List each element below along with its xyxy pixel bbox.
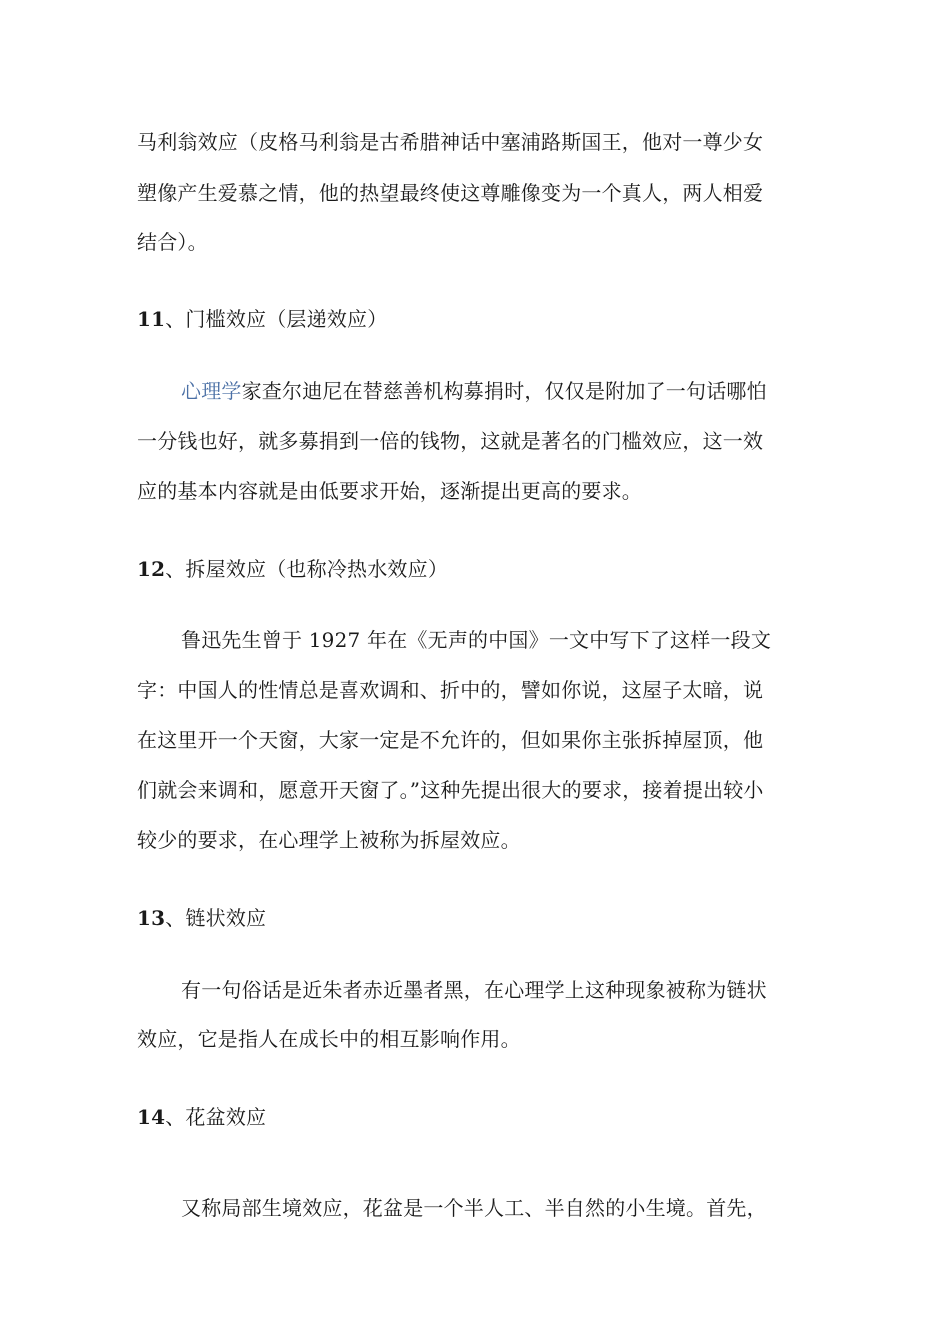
paragraph-line: 马利翁效应（皮格马利翁是古希腊神话中塞浦路斯国王，他对一尊少女 (137, 130, 764, 154)
paragraph-line (181, 378, 861, 404)
section-number: 14 (137, 1105, 166, 1129)
psychology-link[interactable]: 心理学 (181, 379, 242, 403)
paragraph-line: 应的基本内容就是由低要求开始，逐渐提出更高的要求。 (137, 479, 642, 503)
section-title: 、门槛效应（层递效应） (165, 307, 388, 331)
paragraph-line: 结合）。 (137, 230, 208, 254)
paragraph-line: 效应，它是指人在成长中的相互影响作用。 (137, 1027, 521, 1051)
section-title: 、花盆效应 (165, 1105, 267, 1129)
section-heading-11 (137, 306, 817, 332)
section-title: 、链状效应 (165, 906, 267, 930)
paragraph-text: 家查尔迪尼在替慈善机构募捐时，仅仅是附加了一句话哪怕 (241, 379, 767, 403)
paragraph-line: 有一句俗话是近朱者赤近墨者黑，在心理学上这种现象被称为链状 (181, 978, 767, 1002)
section-title: 、拆屋效应（也称冷热水效应） (165, 557, 449, 581)
section-heading-14 (137, 1104, 817, 1130)
paragraph-line: 鲁迅先生曾于 1927 年在《无声的中国》一文中写下了这样一段文 (181, 628, 772, 652)
paragraph-line: 较少的要求，在心理学上被称为拆屋效应。 (137, 828, 521, 852)
paragraph-line: 又称局部生境效应，花盆是一个半人工、半自然的小生境。首先， (181, 1196, 767, 1220)
section-number: 12 (137, 557, 166, 581)
section-heading-13 (137, 905, 817, 931)
paragraph-line: 字：中国人的性情总是喜欢调和、折中的，譬如你说，这屋子太暗，说 (137, 678, 764, 702)
paragraph-line: 们就会来调和，愿意开天窗了。”这种先提出很大的要求，接着提出较小 (137, 778, 764, 802)
section-number: 11 (137, 307, 166, 331)
paragraph-line: 在这里开一个天窗，大家一定是不允许的，但如果你主张拆掉屋顶，他 (137, 728, 764, 752)
paragraph-line: 塑像产生爱慕之情，他的热望最终使这尊雕像变为一个真人，两人相爱 (137, 181, 764, 205)
section-heading-12 (137, 556, 817, 582)
paragraph-line: 一分钱也好，就多募捐到一倍的钱物，这就是著名的门槛效应，这一效 (137, 429, 764, 453)
section-number: 13 (137, 906, 166, 930)
